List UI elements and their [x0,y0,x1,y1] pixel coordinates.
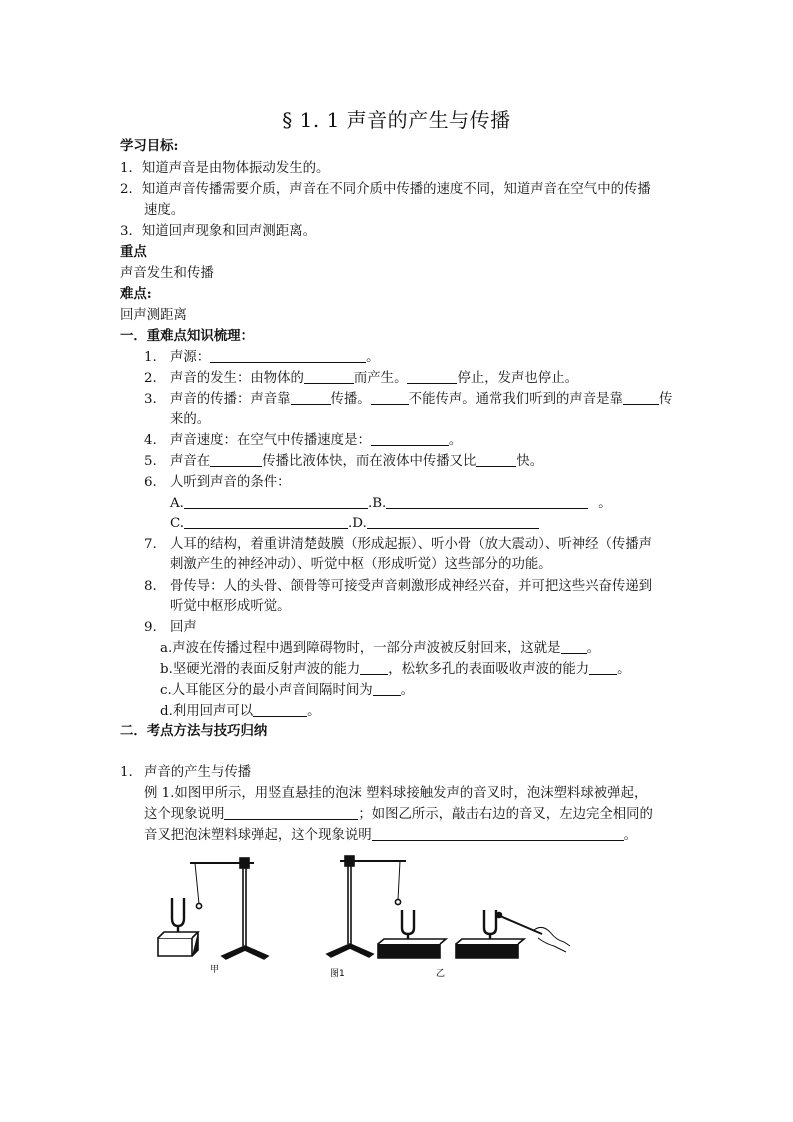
fill-blank [210,349,366,363]
difficulties-text: 回声测距离 [120,308,187,323]
item-7: 7. 人耳的结构，着重讲清楚鼓膜（形成起振）、听小骨（放大震动）、听神经（传播声 [144,537,653,552]
label-jia: 甲 [210,965,220,975]
item-7-cont: 刺激产生的神经冲动）、听觉中枢（形成听觉）这些部分的功能。 [170,557,552,572]
item-number: 4. [144,433,157,448]
figure-tuning-fork-experiment [150,848,580,990]
label-figure-number: 图1 [330,969,345,979]
box-jia [158,932,198,956]
section2-item-1: 1. 声音的产生与传播 [120,765,252,780]
key-points-heading: 重点 [120,244,147,260]
fill-blank [386,495,588,509]
fill-blank [476,453,516,467]
box-yi-left [378,939,446,958]
item-number: 9. [144,620,157,635]
fill-blank [360,661,388,675]
label-yi: 乙 [436,969,446,979]
fill-blank [184,515,348,529]
example-1-line-2: 这个现象说明 ；如图乙所示，敲击右边的音叉，左边完全相同的 [144,807,653,822]
example-1-line-1: 例 1.如图甲所示，用竖直悬挂的泡沫 塑料球接触发声的音叉时，泡沫塑料球被弹起， [144,786,648,801]
fill-blank [224,806,358,820]
item-8: 8. 骨传导：人的头骨、颌骨等可接受声音刺激形成神经兴奋，并可把这些兴奋传递到 [144,579,653,594]
item-2: 2. 声音的发生：由物体的 而产生。 停止，发声也停止。 [144,371,578,386]
stand-jia [190,858,268,959]
fill-blank [372,827,624,841]
item-number: 7. [144,537,157,552]
section1-heading: 一．重难点知识梳理： [120,328,254,344]
objectives-heading: 学习目标: [120,138,179,154]
section2-heading: 二．考点方法与技巧归纳 [120,723,268,739]
objective-1: 1．知道声音是由物体振动发生的。 [120,161,330,176]
fill-blank [291,391,331,405]
item-9b: b.坚硬光滑的表面反射声波的能力 ，松软多孔的表面吸收声波的能力 。 [160,662,631,677]
item-9c: c.人耳能区分的最小声音间隔时间为 。 [160,683,415,698]
item-5: 5. 声音在 传播比液体快，而在液体中传播又比 快。 [144,454,544,469]
fill-blank [561,640,587,654]
item-9a: a.声波在传播过程中遇到障碍物时，一部分声波被反射回来，这就是 。 [160,641,600,656]
item-9d: d.利用回声可以 。 [160,704,321,719]
fill-blank [367,515,539,529]
example-1-line-3: 音叉把泡沫塑料球弹起，这个现象说明 。 [144,828,638,843]
item-6-options-ab: A. .B. 。 [170,496,612,511]
pendulum-yi [395,861,400,905]
fill-blank [623,391,659,405]
item-number: 3. [144,392,157,407]
fill-blank [371,391,409,405]
item-6: 6. 人听到声音的条件： [144,475,291,490]
objective-3: 3．知道回声现象和回声测距离。 [120,224,316,239]
key-points-text: 声音发生和传播 [120,266,214,281]
fill-blank [407,370,457,384]
fill-blank [371,432,449,446]
item-number: 5. [144,454,157,469]
objective-2-cont: 速度。 [144,203,185,218]
item-number: 6. [144,475,157,490]
fill-blank [589,661,617,675]
fill-blank [210,453,262,467]
item-3: 3. 声音的传播：声音靠 传播。 不能传声。通常我们听到的声音是靠 传 [144,392,673,407]
figure-drawing [150,848,580,990]
objective-2: 2．知道声音传播需要介质，声音在不同介质中传播的速度不同，知道声音在空气中的传播 [120,182,651,197]
fill-blank [373,682,401,696]
fill-blank [253,703,307,717]
box-yi-right [456,939,524,958]
item-4: 4. 声音速度：在空气中传播速度是： 。 [144,433,463,448]
item-number: 2. [144,371,157,386]
item-number: 8. [144,579,157,594]
pendulum-jia [195,863,202,909]
fill-blank [304,370,354,384]
item-6-options-cd: C. .D. [170,515,539,532]
item-3-cont: 来的。 [170,412,211,427]
item-8-cont: 听觉中枢形成听觉。 [170,599,291,614]
difficulties-heading: 难点: [120,286,152,302]
item-number: 1. [144,350,157,365]
item-1: 1. 声源： 。 [144,350,380,365]
item-9: 9. 回声 [144,620,197,635]
page-title: § 1. 1 声音的产生与传播 [282,108,511,132]
fill-blank [184,495,368,509]
